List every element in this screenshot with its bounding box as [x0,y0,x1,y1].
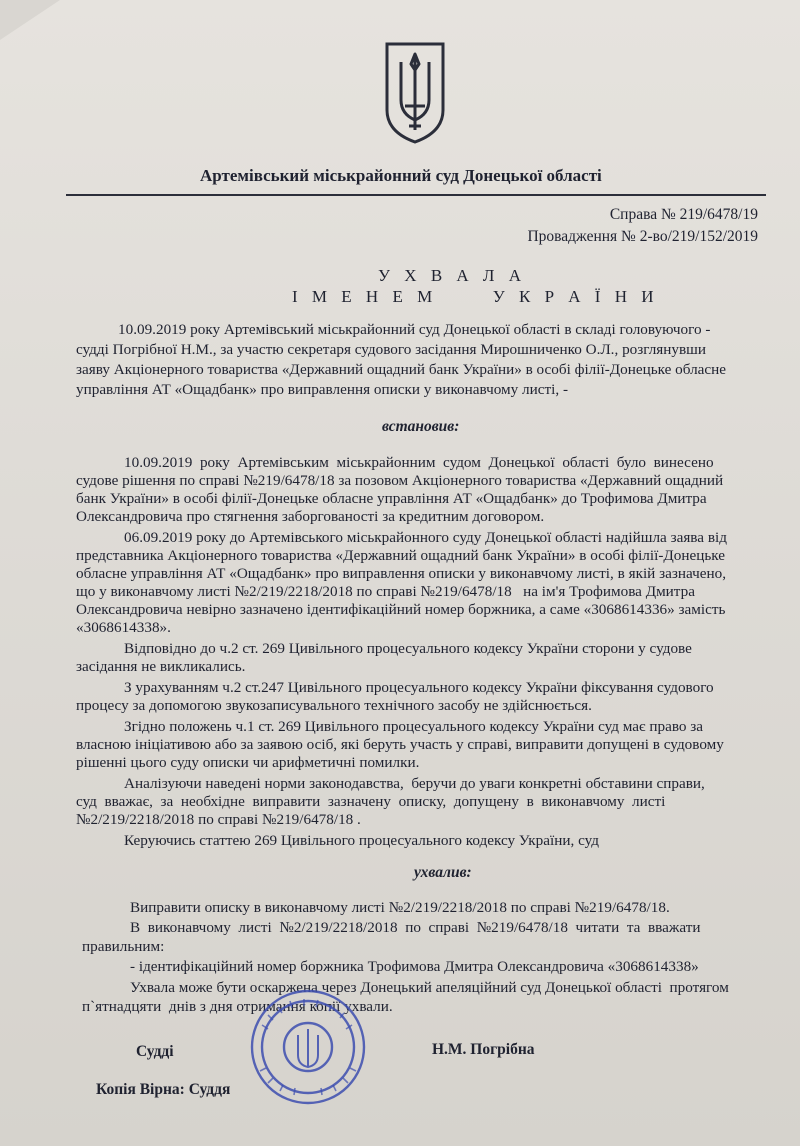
body-line: представника Акціонерного товариства «Державний ощадний банк України» в особі філії-Донецьке [76,547,726,564]
header-divider [66,194,766,196]
body-line: судове рішення по справі №219/6478/18 за позовом Акціонерного товариства «Державний ощадний [76,472,724,489]
body-line: З урахуванням ч.2 ст.247 Цивільного процесуального кодексу України фіксування судового [124,679,714,696]
intro-line: управління АТ «Ощадбанк» про виправлення описки у виконавчому листі, - [76,381,569,398]
body-line: «3068614338». [76,619,171,636]
decision-line: п`ятнадцяти днів з дня отримання копії ухвали. [82,998,393,1015]
body-line: рішенні цього суду описки чи арифметичні помилки. [76,754,420,771]
body-line: Олександровича невірно зазначено ідентифікаційний номер боржника, а саме «3068614336» замість [76,601,726,618]
proceeding-number: Провадження № 2-во/219/152/2019 [527,228,758,245]
body-line: обласне управління АТ «Ощадбанк» про виправлення описки у виконавчому листі, в якій зазначено, [76,565,726,582]
body-line: Згідно положень ч.1 ст. 269 Цивільного процесуального кодексу України суд має право за [124,718,704,735]
body-line: Олександровича про стягнення заборгованості за кредитним договором. [76,508,545,525]
intro-line: заяву Акціонерного товариства «Державний ощадний банк України» в особі філії-Донецьке обласне [76,361,727,378]
decision-line: В виконавчому листі №2/219/2218/2018 по справі №219/6478/18 читати та вважати [130,919,701,936]
body-line: №2/219/2218/2018 по справі №219/6478/18 . [76,811,361,828]
section-established: встановив: [382,418,460,435]
court-name: Артемівський міськрайонний суд Донецької області [200,166,602,185]
intro-line: 10.09.2019 року Артемівський міськрайонний суд Донецької області в складі головуючого - [118,321,711,338]
case-number: Справа № 219/6478/19 [609,206,758,223]
judge-label: Судді [136,1043,174,1060]
section-decided: ухвалив: [414,864,472,881]
document-subtitle: І М Е Н Е М У К Р А Ї Н И [292,287,659,306]
decision-line: - ідентифікаційний номер боржника Трофимова Дмитра Олександровича «3068614338» [130,958,699,975]
body-line: банк України» в особі філії-Донецьке обласне управління АТ «Ощадбанк» до Трофимова Дмитра [76,490,707,507]
body-line: Відповідно до ч.2 ст. 269 Цивільного процесуального кодексу України сторони у судове [124,640,692,657]
body-line: 10.09.2019 року Артемівським міськрайонним судом Донецької області було винесено [124,454,714,471]
court-seal-icon [222,985,392,1105]
body-line: власною ініціативою або за заявою осіб, які беруть участь у справі, виправити допущені в судовому [76,736,724,753]
document-title: У Х В А Л А [378,266,526,285]
intro-line: судді Погрібної Н.М., за участю секретаря судового засідання Мирошниченко О.Л., розглянувши [76,341,706,358]
copy-certified-label: Копія Вірна: Суддя [96,1081,231,1098]
body-line: Аналізуючи наведені норми законодавства, беручи до уваги конкретні обставини справи, [124,775,705,792]
body-line: 06.09.2019 року до Артемівського міськрайонного суду Донецької області надійшла заява від [124,529,727,546]
body-line: суд вважає, за необхідне виправити зазначену описку, допущену в виконавчому листі [76,793,666,810]
decision-line: Виправити описку в виконавчому листі №2/219/2218/2018 по справі №219/6478/18. [130,899,670,916]
decision-line: Ухвала може бути оскаржена через Донецький апеляційний суд Донецької області протягом [130,979,729,996]
judge-name: Н.М. Погрібна [432,1041,535,1058]
body-line: засідання не викликались. [76,658,246,675]
body-line: що у виконавчому листі №2/219/2218/2018 по справі №219/6478/18 на ім'я Трофимова Дмитра [76,583,695,600]
decision-line: правильним: [82,938,165,955]
body-line: Керуючись статтею 269 Цивільного процесуального кодексу України, суд [124,832,599,849]
coat-of-arms-icon [383,40,447,144]
body-line: процесу за допомогою звукозаписувального технічного засобу не здійснюється. [76,697,592,714]
